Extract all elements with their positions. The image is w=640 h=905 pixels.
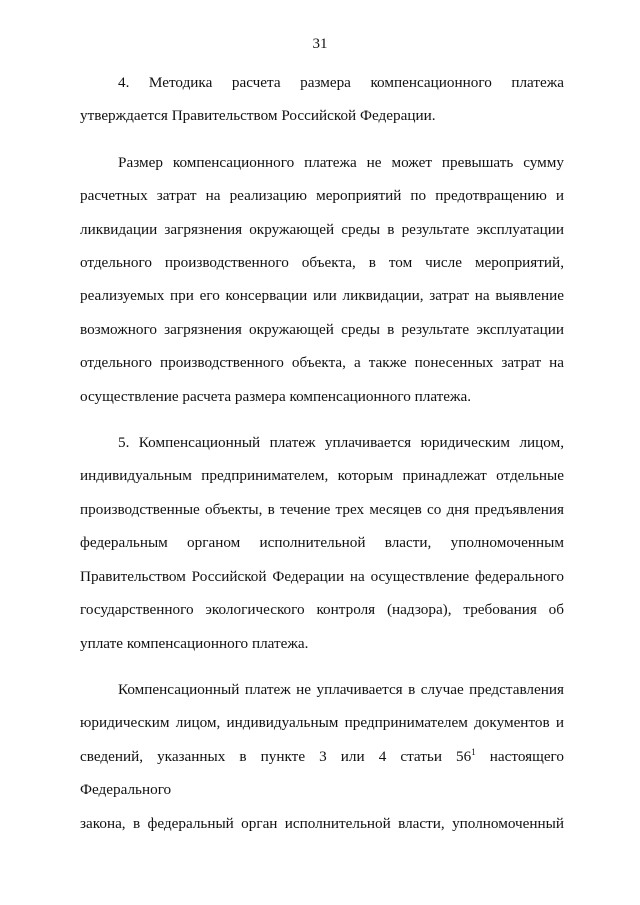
text-line: расчетных затрат на реализацию мероприятий по предотвращению и — [80, 187, 564, 205]
paragraph-compensation-limit — [80, 146, 564, 413]
text-line: Компенсационный платеж не уплачивается в случае представления — [118, 680, 564, 698]
text-line: закона, в федеральный орган исполнительной власти, уполномоченный — [80, 814, 564, 832]
paragraph-4 — [80, 66, 564, 133]
text-line: юридическим лицом, индивидуальным предпринимателем документов и — [80, 714, 564, 732]
text-line: Размер компенсационного платежа не может превышать сумму — [118, 153, 564, 171]
paragraph-exemption — [80, 673, 564, 840]
text-line: Правительством Российской Федерации на осуществление федерального — [80, 567, 564, 585]
text-line: 5. Компенсационный платеж уплачивается юридическим лицом, — [118, 434, 564, 452]
text-line: уплате компенсационного платежа. — [80, 634, 309, 652]
text-line: 4. Методика расчета размера компенсационного платежа — [118, 74, 564, 91]
text-line: возможного загрязнения окружающей среды в результате эксплуатации — [80, 320, 564, 338]
text-line: государственного экологического контроля (надзора), требования об — [80, 601, 564, 619]
text-segment: настоящего Федерального — [80, 747, 565, 799]
article-superscript: 1 — [471, 746, 476, 757]
text-line-with-footnote — [80, 740, 564, 807]
text-line: ликвидации загрязнения окружающей среды в результате эксплуатации — [80, 220, 564, 238]
text-line: реализуемых при его консервации или ликвидации, затрат на выявление — [80, 287, 564, 305]
text-line: федеральным органом исполнительной власти, уполномоченным — [80, 534, 564, 552]
text-line: индивидуальным предпринимателем, которым принадлежат отдельные — [80, 467, 564, 485]
document-body — [80, 66, 564, 840]
text-line: осуществление расчета размера компенсационного платежа. — [80, 387, 472, 405]
text-line: отдельного производственного объекта, в том числе мероприятий, — [80, 254, 564, 272]
text-line: отдельного производственного объекта, а также понесенных затрат на — [80, 354, 564, 372]
text-line: производственные объекты, в течение трех месяцев со дня предъявления — [80, 500, 564, 518]
paragraph-5 — [80, 426, 564, 660]
text-line: утверждается Правительством Российской Федерации. — [80, 107, 436, 125]
page-number: 31 — [312, 36, 328, 52]
text-segment: сведений, указанных в пункте 3 или 4 статьи 56 — [80, 747, 472, 765]
